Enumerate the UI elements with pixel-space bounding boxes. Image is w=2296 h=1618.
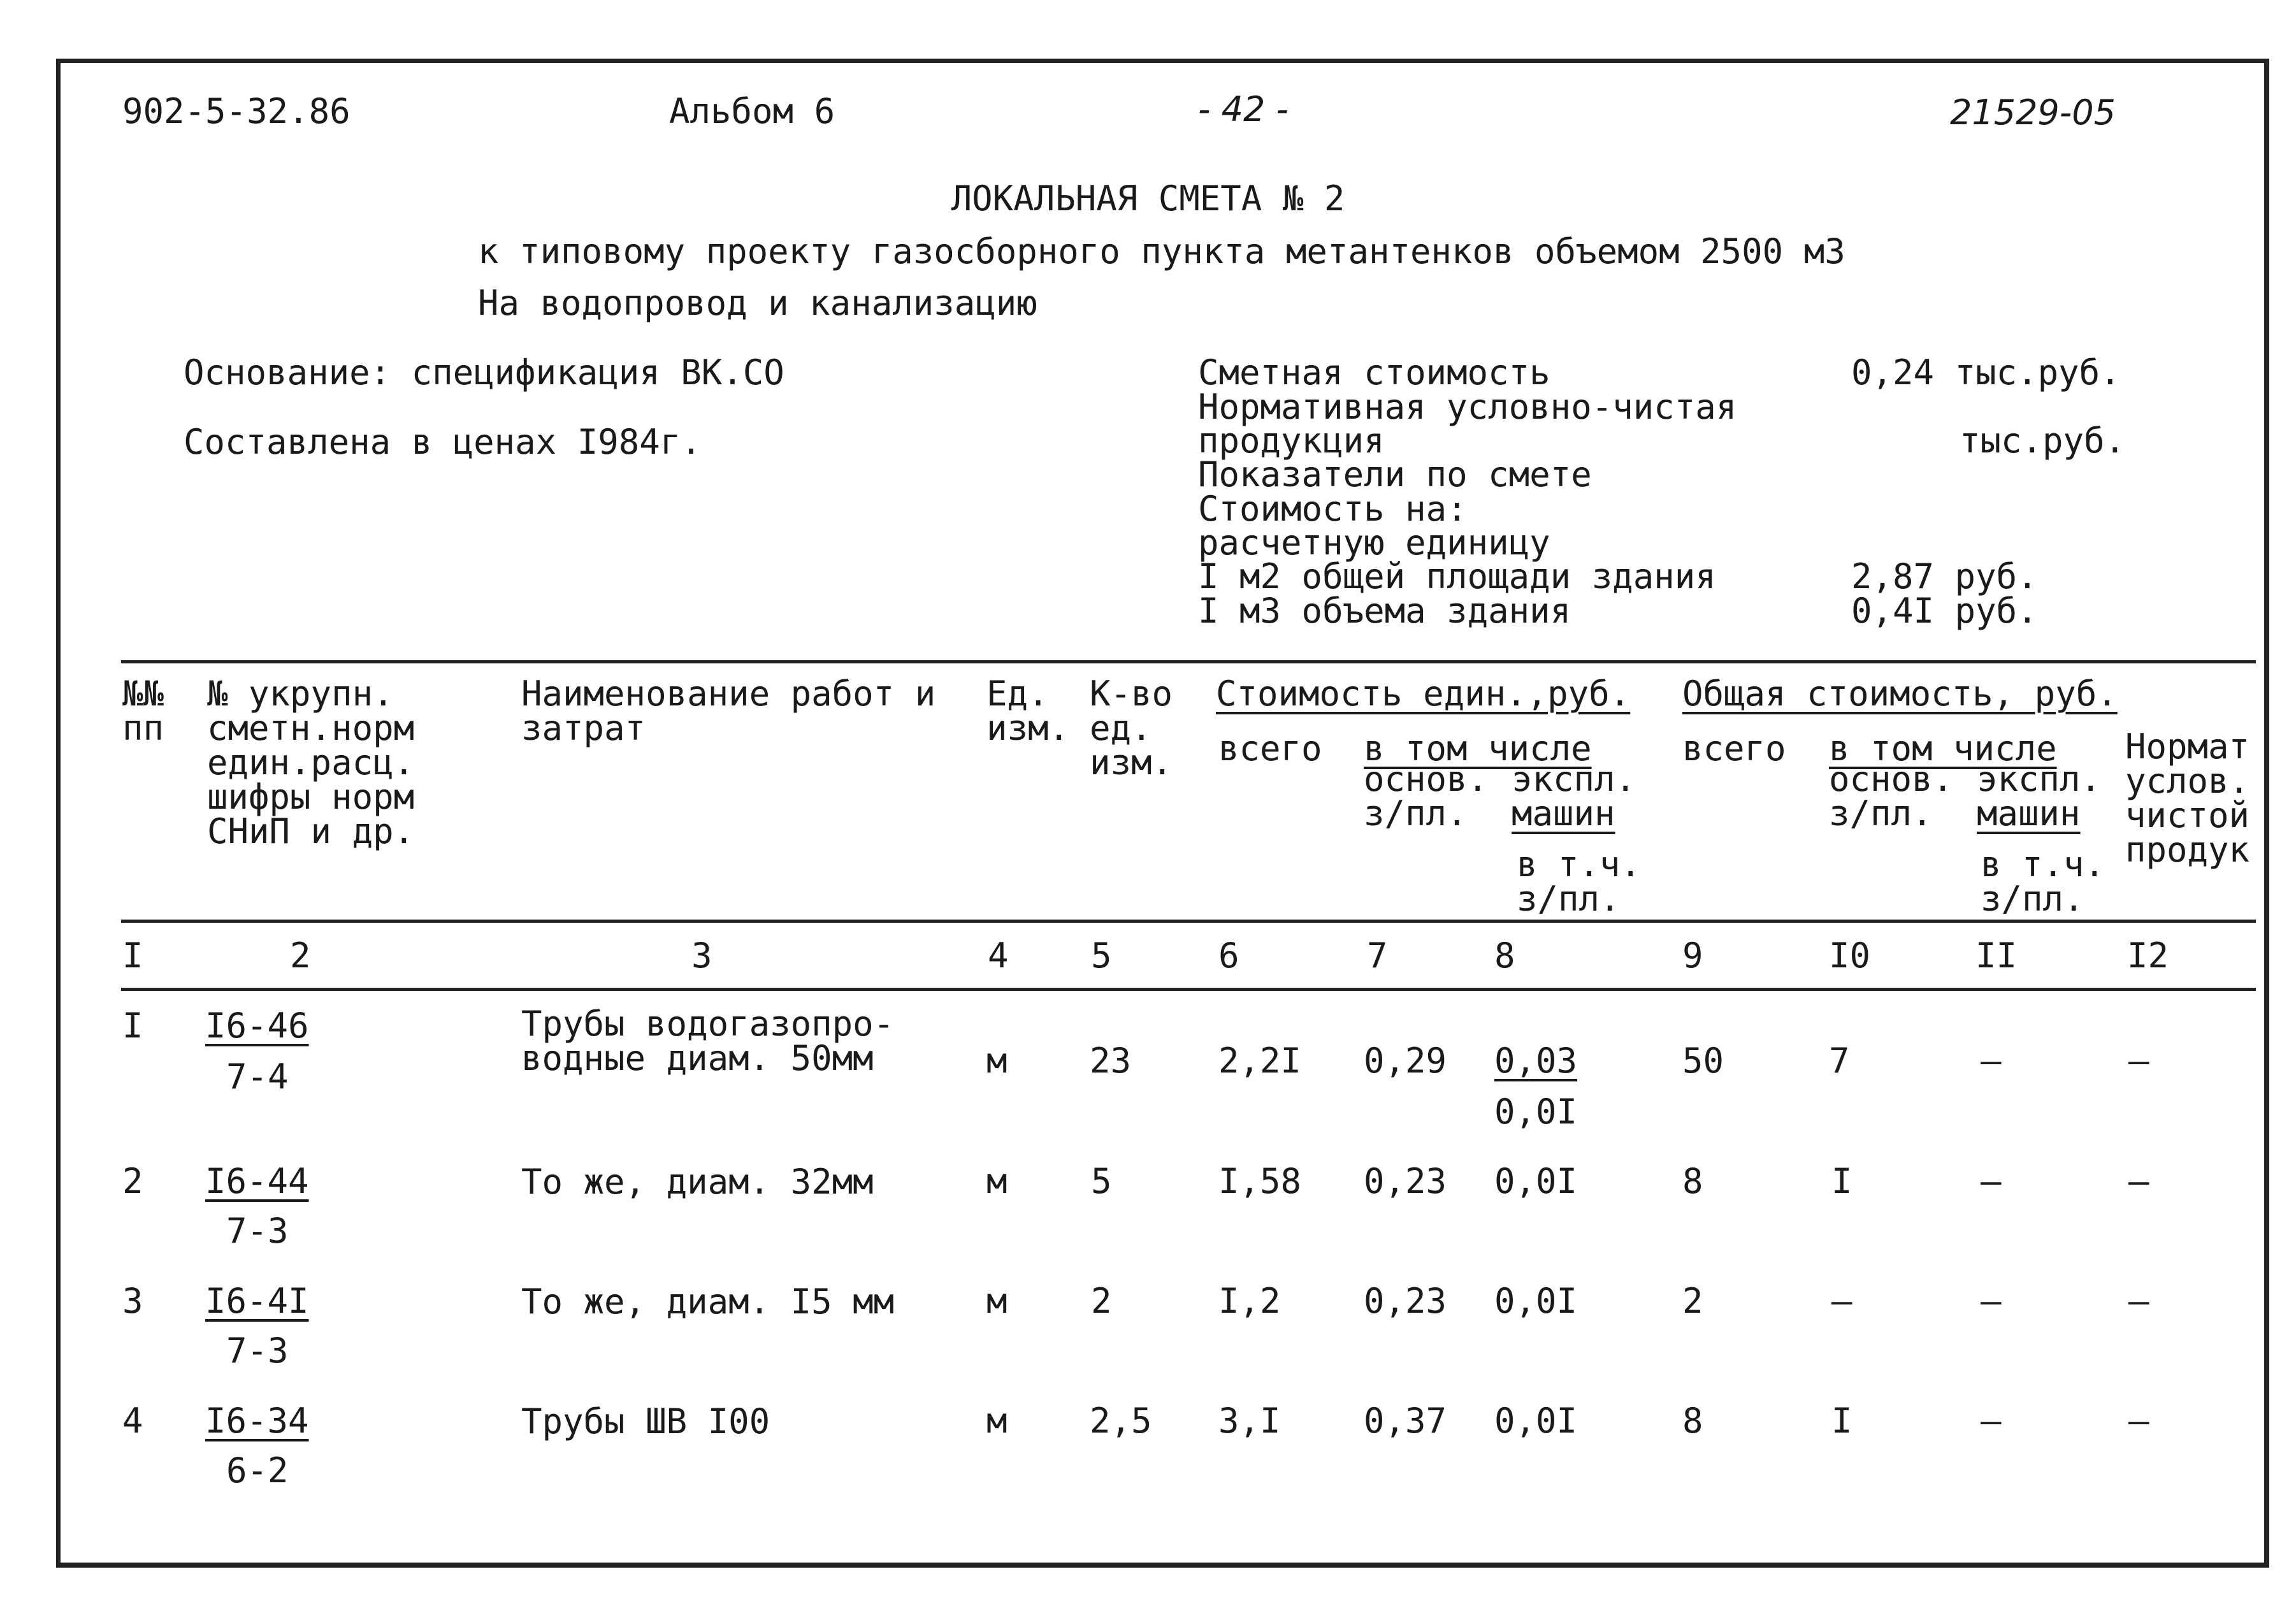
work-name: Трубы водогазопро- водные диам. 50мм xyxy=(521,1004,895,1078)
column-number: 5 xyxy=(1091,935,1112,976)
unit-wage-cell: 0,29 xyxy=(1364,1041,1447,1081)
normative-cell: – xyxy=(2128,1041,2149,1081)
row-number: I xyxy=(122,1006,143,1046)
unit-total-cell: I,58 xyxy=(1218,1161,1302,1201)
work-name: Трубы ШВ I00 xyxy=(521,1401,770,1441)
unit-machines-cell: 0,03 xyxy=(1494,1041,1578,1081)
qty-cell: 2 xyxy=(1091,1281,1112,1321)
normative-label-2: продукция xyxy=(1198,421,1385,461)
unit-total-header: всего xyxy=(1218,728,1322,769)
unit-incl-header: в том числе xyxy=(1364,728,1592,769)
unit-total-cell: 3,I xyxy=(1218,1401,1281,1441)
total-cell: 50 xyxy=(1682,1041,1724,1081)
estimate-subtitle: к типовому проекту газосборного пункта метантенков объемом 2500 м3 xyxy=(478,231,1845,271)
col-header-code: № укрупн. сметн.норм един.расц. шифры норм СНиП и др. xyxy=(207,674,415,851)
page-number: - 42 - xyxy=(1198,89,1289,129)
document-code: 902-5-32.86 xyxy=(122,91,350,131)
column-number: 2 xyxy=(290,935,311,976)
total-cost-group: Общая стоимость, руб. xyxy=(1682,674,2118,714)
norm-code: I6-46 xyxy=(205,1006,309,1046)
work-name: То же, диам. 32мм xyxy=(521,1162,874,1202)
norm-code: I6-4I xyxy=(205,1281,309,1321)
col-header-unit: Ед. изм. xyxy=(986,674,1070,748)
total-machines-cell: – xyxy=(1981,1161,2002,1201)
estimate-title: ЛОКАЛЬНАЯ СМЕТА № 2 xyxy=(951,178,1345,219)
unit-machines-header: экспл. машин xyxy=(1512,759,1636,834)
unit-total-cell: I,2 xyxy=(1218,1281,1281,1321)
total-cell: 8 xyxy=(1682,1161,1703,1201)
norm-code-sub: 6-2 xyxy=(226,1450,289,1491)
unit-machines-cell: 0,0I xyxy=(1494,1281,1578,1321)
total-total-header: всего xyxy=(1682,728,1786,769)
estimated-cost-label: Сметная стоимость xyxy=(1198,352,1550,393)
unit-cell: м xyxy=(986,1281,1007,1321)
normative-cell: – xyxy=(2128,1401,2149,1441)
column-number: 6 xyxy=(1218,935,1239,976)
normative-cell: – xyxy=(2128,1161,2149,1201)
total-machines-wage-header: в т.ч. з/пл. xyxy=(1981,844,2105,919)
normative-cell: – xyxy=(2128,1281,2149,1321)
normative-label: Нормативная условно-чистая xyxy=(1198,387,1737,427)
total-wage-cell: I xyxy=(1831,1161,1852,1201)
m2-indicator-label: I м2 общей площади здания xyxy=(1198,556,1716,596)
norm-code: I6-34 xyxy=(205,1401,309,1441)
normative-value: тыс.руб. xyxy=(1960,421,2126,461)
column-number: II xyxy=(1975,935,2018,976)
column-number: I xyxy=(122,935,143,976)
estimate-purpose: На водопровод и канализацию xyxy=(478,283,1037,323)
header-bottom-rule xyxy=(121,920,2256,923)
unit-machines-wage-cell: 0,0I xyxy=(1494,1092,1578,1132)
column-number: 9 xyxy=(1682,935,1703,976)
column-number: I2 xyxy=(2127,935,2169,976)
m3-indicator-value: 0,4I руб. xyxy=(1851,591,2038,631)
total-machines-header: экспл. машин xyxy=(1977,759,2102,834)
row-number: 4 xyxy=(122,1401,143,1441)
column-numbers-rule xyxy=(121,988,2256,991)
total-cell: 8 xyxy=(1682,1401,1703,1441)
col-header-name: Наименование работ и затрат xyxy=(521,674,936,748)
total-cell: 2 xyxy=(1682,1281,1703,1321)
row-number: 2 xyxy=(122,1161,143,1201)
album-label: Альбом 6 xyxy=(669,91,835,131)
unit-cell: м xyxy=(986,1161,1007,1201)
unit-wage-cell: 0,23 xyxy=(1364,1281,1447,1321)
col-header-qty: К-во ед. изм. xyxy=(1090,674,1173,783)
column-number: 4 xyxy=(988,935,1009,976)
unit-total-cell: 2,2I xyxy=(1218,1041,1302,1081)
unit-wage-cell: 0,23 xyxy=(1364,1161,1447,1201)
col-header-num: №№ пп xyxy=(122,674,164,748)
unit-machines-cell: 0,0I xyxy=(1494,1401,1578,1441)
total-machines-cell: – xyxy=(1981,1041,2002,1081)
unit-wage-cell: 0,37 xyxy=(1364,1401,1447,1441)
norm-code: I6-44 xyxy=(205,1161,309,1201)
norm-code-sub: 7-3 xyxy=(226,1211,289,1251)
norm-code-sub: 7-3 xyxy=(226,1331,289,1371)
prices-text: Составлена в ценах I984г. xyxy=(184,422,702,462)
qty-cell: 2,5 xyxy=(1090,1401,1152,1441)
row-number: 3 xyxy=(122,1281,143,1321)
m3-indicator-label: I м3 объема здания xyxy=(1198,591,1571,631)
total-machines-cell: – xyxy=(1981,1281,2002,1321)
qty-cell: 23 xyxy=(1090,1041,1132,1081)
column-number: I0 xyxy=(1829,935,1871,976)
total-wage-cell: I xyxy=(1831,1401,1852,1441)
qty-cell: 5 xyxy=(1091,1161,1112,1201)
table-top-rule xyxy=(121,660,2256,663)
estimated-cost-value: 0,24 тыс.руб. xyxy=(1851,352,2121,393)
unit-cost-group: Стоимость един.,руб. xyxy=(1216,674,1631,714)
total-wage-cell: 7 xyxy=(1829,1041,1850,1081)
col-header-normative: Нормат услов. чистой продук xyxy=(2125,726,2250,870)
unit-machines-cell: 0,0I xyxy=(1494,1161,1578,1201)
unit-basic-wage-header: основ. з/пл. xyxy=(1364,759,1489,834)
column-number: 7 xyxy=(1367,935,1388,976)
cost-for-label: Стоимость на: xyxy=(1198,489,1468,529)
total-wage-cell: – xyxy=(1831,1281,1852,1321)
total-incl-header: в том числе xyxy=(1829,728,2057,769)
total-machines-cell: – xyxy=(1981,1401,2002,1441)
sheet-code: 21529-05 xyxy=(1950,92,2116,133)
unit-cell: м xyxy=(986,1041,1007,1081)
unit-machines-wage-header: в т.ч. з/пл. xyxy=(1517,844,1642,919)
indicators-label: Показатели по смете xyxy=(1198,454,1592,495)
basis-text: Основание: спецификация ВК.СО xyxy=(184,352,784,393)
calc-unit-label: расчетную единицу xyxy=(1198,523,1550,563)
norm-code-sub: 7-4 xyxy=(226,1057,289,1097)
column-number: 8 xyxy=(1494,935,1515,976)
column-number: 3 xyxy=(691,935,712,976)
m2-indicator-value: 2,87 руб. xyxy=(1851,556,2038,596)
work-name: То же, диам. I5 мм xyxy=(521,1282,895,1322)
total-basic-wage-header: основ. з/пл. xyxy=(1829,759,1954,834)
unit-cell: м xyxy=(986,1401,1007,1441)
